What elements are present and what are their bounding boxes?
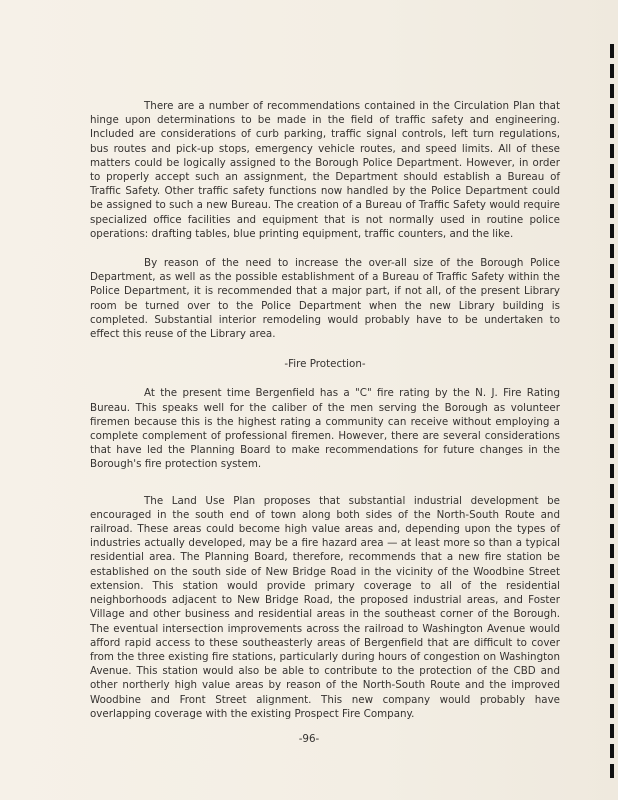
- paragraph-land-use: The Land Use Plan proposes that substantial industrial development be encouraged in the south end of town along both sides of the North-South Route and railroad. These areas could become high value areas and, depending upon the types of industries actually developed, may be a fire hazard area — at least more so than a typical residential area. The Planning Board, therefore, recommends that a new fire station be established on the south side of New Bridge Road in the vicinity of the Woodbine Street extension. This station would provide primary coverage to all of the residential neighborhoods adjacent to New Bridge Road, the proposed industrial areas, and Foster Village and other business and residential areas in the southeast corner of the Borough. The eventual intersection improvements across the railroad to Washington Avenue would afford rapid access to these southeasterly areas of Bergenfield that are difficult to cover from the three existing fire stations, particularly during hours of congestion on Washington Avenue. This station would also be able to contribute to the protection of the CBD and other northerly high value areas by reason of the North-South Route and the improved Woodbine and Front Street alignment. This new company would probably have overlapping coverage with the existing Prospect Fire Company.: [90, 494, 560, 720]
- paragraph-traffic-safety: There are a number of recommendations contained in the Circulation Plan that hinge upon determinations to be made in the field of traffic safety and engineering. Included are considerations of curb parking, traffic signal controls, left turn regulations, bus routes and pick-up stops, emergency vehicle routes, and speed limits. All of these matters could be logically assigned to the Borough Police Department. However, in order to properly accept such an assignment, the Department should establish a Bureau of Traffic Safety. Other traffic safety functions now handled by the Police Department could be assigned to such a new Bureau. The creation of a Bureau of Traffic Safety would require specialized office facilities and equipment that is not normally used in routine police operations: drafting tables, blue printing equipment, traffic counters, and the like.: [90, 100, 560, 240]
- paragraph-fire-rating: At the present time Bergenfield has a "C" fire rating by the N. J. Fire Rating Bureau. This speaks well for the caliber of the men serving the Borough as volunteer firemen because this is the highest rating a community can receive without employing a complete complement of professional firemen. However, there are several considerations that have led the Planning Board to make recommendations for future changes in the Borough's fire protection system.: [90, 387, 560, 471]
- body-text: [90, 99, 560, 721]
- binding-holes: [610, 0, 614, 800]
- paragraph-library-room: By reason of the need to increase the over-all size of the Borough Police Department, as well as the possible establishment of a Bureau of Traffic Safety within the Police Department, it is recommended that a major part, if not all, of the present Library room be turned over to the Police Department when the new Library building is completed. Substantial interior remodeling would probably have to be undertaken to effect this reuse of the Library area.: [90, 257, 560, 341]
- page-number: -96-: [298, 733, 320, 745]
- section-heading: -Fire Protection-: [284, 358, 366, 371]
